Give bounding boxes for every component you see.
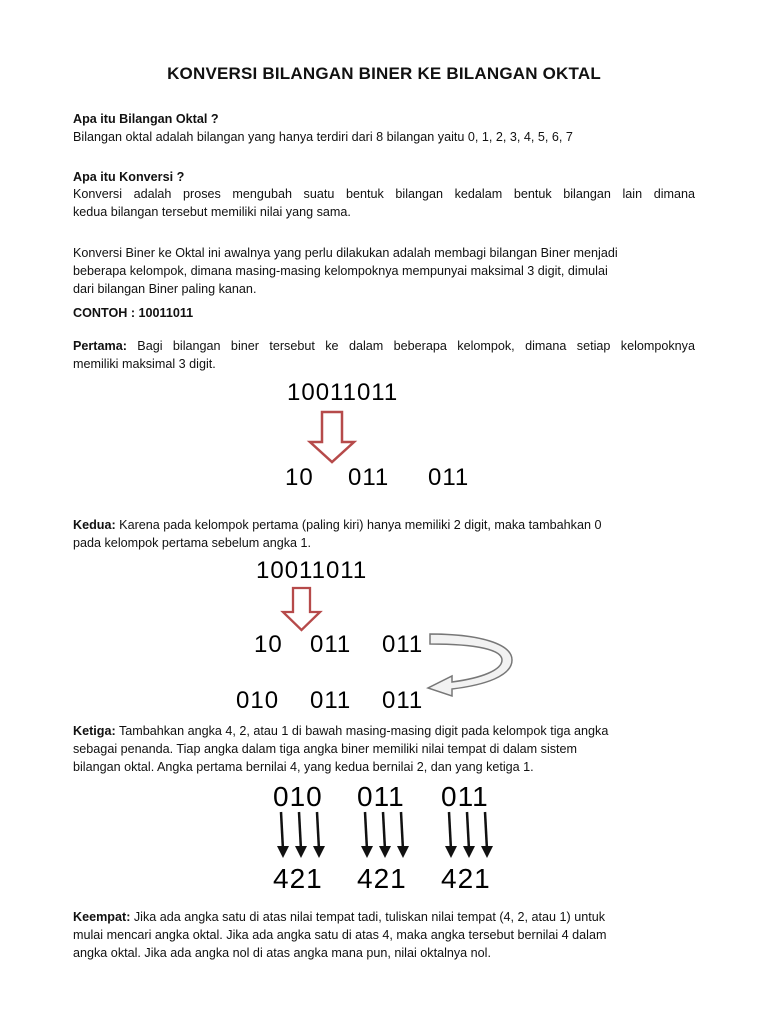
down-arrow-icon <box>463 812 475 858</box>
down-arrow-icon <box>295 812 307 858</box>
fig1-group1: 10 <box>285 464 314 491</box>
down-arrow-icon <box>283 588 320 630</box>
step2-line1 <box>73 516 695 534</box>
fig3-bottom3: 421 <box>441 863 491 894</box>
fig3-bottom1: 421 <box>273 863 323 894</box>
definition-konversi-line2: kedua bilangan tersebut memiliki nilai yang sama. <box>73 205 351 219</box>
step1-line2: memiliki maksimal 3 digit. <box>73 357 216 371</box>
step3-line2: sebagai penanda. Tiap angka dalam tiga angka biner memiliki nilai tempat di dalam sistem <box>73 742 578 756</box>
heading-bilangan-oktal: Apa itu Bilangan Oktal ? <box>73 112 219 126</box>
contoh-label: CONTOH : 10011011 <box>73 306 194 320</box>
step2-line2: pada kelompok pertama sebelum angka 1. <box>73 536 312 550</box>
down-arrow-icon <box>397 812 409 858</box>
page-title: KONVERSI BILANGAN BINER KE BILANGAN OKTAL <box>167 64 601 83</box>
fig3-top2: 011 <box>357 781 405 812</box>
fig3-top3: 011 <box>441 781 489 812</box>
down-arrow-icon <box>277 812 289 858</box>
step4-text: Jika ada angka satu di atas nilai tempat tadi, tuliskan nilai tempat (4, 2, atau 1) untuk <box>130 910 606 924</box>
intro-line1: Konversi Biner ke Oktal ini awalnya yang perlu dilakukan adalah membagi bilangan Biner menjadi <box>73 246 618 260</box>
step4-label: Keempat: <box>73 910 131 924</box>
step4-line1 <box>73 908 695 926</box>
fig2-result3: 011 <box>382 687 424 714</box>
step1-label: Pertama: <box>73 339 127 353</box>
step3-label: Ketiga: <box>73 724 116 738</box>
fig2-group2: 011 <box>310 631 352 658</box>
figure-padding <box>230 552 530 717</box>
down-arrow-icon <box>445 812 457 858</box>
definition-oktal: Bilangan oktal adalah bilangan yang hanya terdiri dari 8 bilangan yaitu 0, 1, 2, 3, 4, 5, 6, 7 <box>73 130 573 144</box>
fig1-group3: 011 <box>428 464 470 491</box>
fig2-group1: 10 <box>254 631 283 658</box>
step1-text: Bagi bilangan biner tersebut ke dalam beberapa kelompok, dimana setiap kelompoknya <box>126 339 695 353</box>
fig2-group3: 011 <box>382 631 424 658</box>
fig3-bottom2: 421 <box>357 863 407 894</box>
place-value-arrows <box>277 812 493 858</box>
fig1-number: 10011011 <box>287 379 399 406</box>
figure-place-values <box>265 780 505 895</box>
step3-text: Tambahkan angka 4, 2, atau 1 di bawah masing-masing digit pada kelompok tiga angka <box>115 724 609 738</box>
step3-line1 <box>73 722 695 740</box>
down-arrow-icon <box>481 812 493 858</box>
definition-konversi-line1: Konversi adalah proses mengubah suatu bentuk bilangan kedalam bentuk bilangan lain dimana <box>73 187 695 201</box>
step3-line3: bilangan oktal. Angka pertama bernilai 4, yang kedua bernilai 2, dan yang ketiga 1. <box>73 760 534 774</box>
heading-konversi: Apa itu Konversi ? <box>73 170 185 184</box>
fig2-result1: 010 <box>236 687 280 714</box>
down-arrow-icon <box>361 812 373 858</box>
down-arrow-icon <box>379 812 391 858</box>
intro-line3: dari bilangan Biner paling kanan. <box>73 282 257 296</box>
figure-grouping <box>270 370 500 495</box>
down-arrow-icon <box>310 412 354 462</box>
step4-line2: mulai mencari angka oktal. Jika ada angka satu di atas 4, maka angka tersebut bernilai 4 dalam <box>73 928 607 942</box>
down-arrow-icon <box>313 812 325 858</box>
fig3-top1: 010 <box>273 781 323 812</box>
curved-arrow-icon <box>428 634 512 696</box>
fig2-result2: 011 <box>310 687 352 714</box>
step4-line3: angka oktal. Jika ada angka nol di atas angka mana pun, nilai oktalnya nol. <box>73 946 491 960</box>
intro-line2: beberapa kelompok, dimana masing-masing kelompoknya mempunyai maksimal 3 digit, dimulai <box>73 264 608 278</box>
step2-label: Kedua: <box>73 518 116 532</box>
fig2-number: 10011011 <box>256 557 368 584</box>
step1-line1 <box>73 337 695 355</box>
step2-text: Karena pada kelompok pertama (paling kiri) hanya memiliki 2 digit, maka tambahkan 0 <box>115 518 602 532</box>
fig1-group2: 011 <box>348 464 390 491</box>
